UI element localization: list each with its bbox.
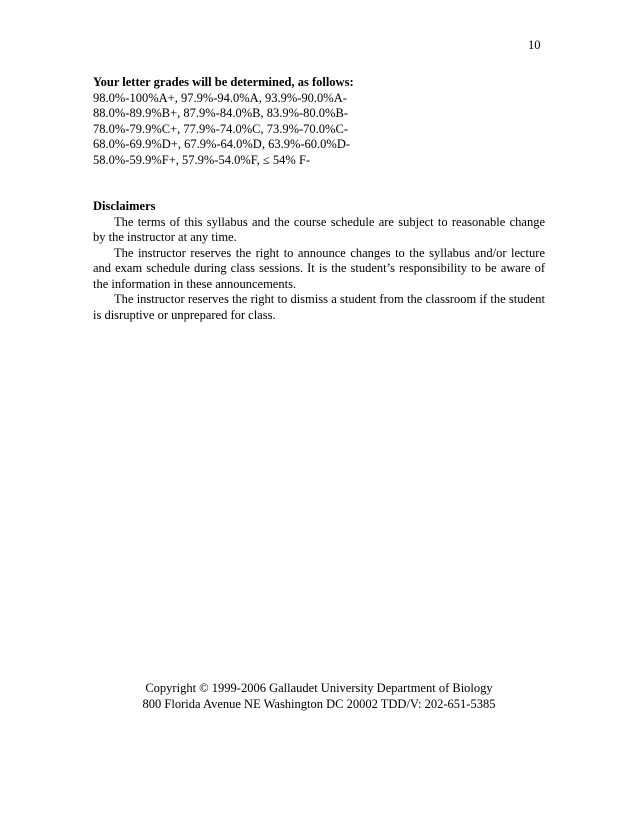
footer-copyright: Copyright © 1999-2006 Gallaudet University Department of Biology	[145, 681, 493, 695]
document-body	[93, 75, 545, 323]
disclaimer-paragraph: The instructor reserves the right to announce changes to the syllabus and/or lecture and exam schedule during class sessions. It is the student’s responsibility to be aware of the information in these announcements.	[93, 245, 545, 291]
grade-scale-line: 68.0%-69.9%D+, 67.9%-64.0%D, 63.9%-60.0%D-	[93, 137, 351, 151]
disclaimers-heading: Disclaimers	[93, 199, 156, 213]
section-spacer	[93, 168, 545, 199]
grade-scale-line: 58.0%-59.9%F+, 57.9%-54.0%F, ≤ 54% F-	[93, 152, 311, 167]
page-number: 10	[528, 38, 541, 52]
grade-scale-line: 78.0%-79.9%C+, 77.9%-74.0%C, 73.9%-70.0%C-	[93, 121, 348, 136]
disclaimer-paragraph: The instructor reserves the right to dismiss a student from the classroom if the student is disruptive or unprepared for class.	[93, 292, 545, 322]
disclaimer-paragraph: The terms of this syllabus and the course schedule are subject to reasonable change by the instructor at any time.	[93, 214, 545, 244]
grades-heading: Your letter grades will be determined, as follows:	[93, 75, 354, 89]
grade-scale-line: 98.0%-100%A+, 97.9%-94.0%A, 93.9%-90.0%A-	[93, 90, 347, 105]
footer-contact: 800 Florida Avenue NE Washington DC 20002 TDD/V: 202-651-5385	[142, 697, 496, 711]
page-footer	[0, 680, 638, 712]
grade-scale-line: 88.0%-89.9%B+, 87.9%-84.0%B, 83.9%-80.0%B-	[93, 106, 348, 120]
